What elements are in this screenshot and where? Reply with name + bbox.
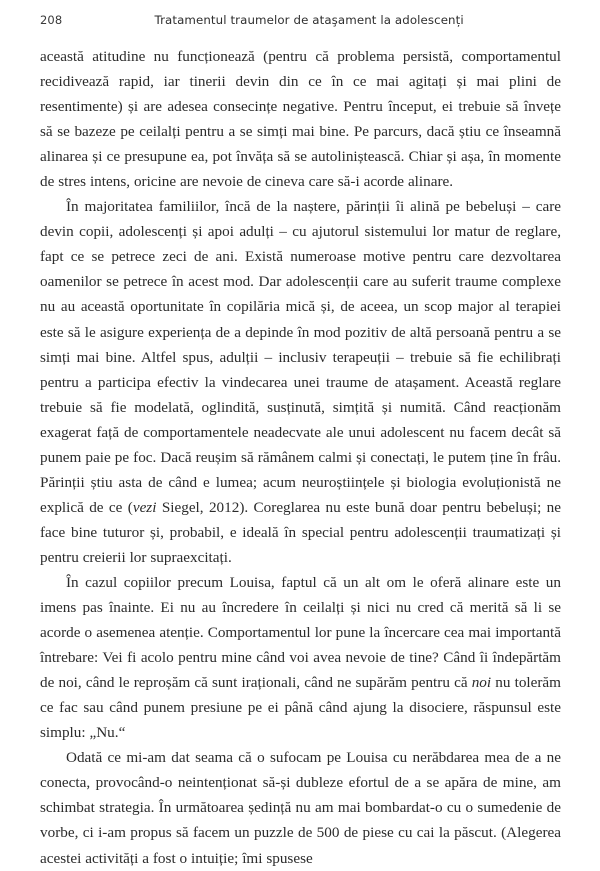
paragraph-2 xyxy=(40,194,561,570)
page-number: 208 xyxy=(40,13,63,27)
paragraph-1 xyxy=(40,44,561,194)
paragraph-3-italic-noi: noi xyxy=(471,674,492,692)
paragraph-1-text: această atitudine nu funcționează (pentru că problema persistă, comportamentul recidivează rapid, iar tinerii devin din ce în ce mai agitați și mai plini de resentimente) și are adesea consecințe negative. Pentru început, ei trebuie să învețe să se bazeze pe ceilalți pentru a se simți mai bine. Pe parcurs, dacă știu ce înseamnă alinarea și ce presupune ea, pot învăța să se autoliniștească. Chiar și așa, în momente de stres intens, oricine are nevoie de cineva care să-i acorde alinare. xyxy=(40,48,561,191)
paragraph-4-text: Odată ce mi-am dat seama că o sufocam pe Louisa cu nerăbdarea mea de a ne conecta, provocând-o neintenționat să-și dubleze efortul de a se apăra de mine, am schimbat strategia. În următoarea ședință nu am mai bombardat-o cu o sumedenie de vorbe, ci i-am propus să facem un puzzle de 500 de piese cu cai la păscut. (Alegerea acestei activități a fost o intuiție; îmi spusese xyxy=(40,749,561,867)
paragraph-3-text-part-1: În cazul copiilor precum Louisa, faptul că un alt om le oferă alinare este un imens pas înainte. Ei nu au încredere în ceilalți și nici nu cred că merită să li se acorde o asemenea atenție. Comportamentul lor pune la încercare cea mai importantă întrebare: Vei fi acolo pentru mine când voi avea nevoie de tine? Când îi îndepărtăm de noi, când le reproșăm că sunt iraționali, când ne supărăm pentru că xyxy=(40,573,561,692)
paragraph-2-text-part-2: Siegel, 2012). Coreglarea nu este bună doar pentru bebeluși; ne face bine tuturor și, probabil, e ideală în special pentru adolescenții traumatizați și pentru creierii lor supraexcitați. xyxy=(40,498,561,566)
paragraph-2-text-part-1: În majoritatea familiilor, încă de la naștere, părinții îi alină pe bebeluși – care devin copii, adolescenți și apoi adulți – cu ajutorul sistemului lor matur de reglare, fapt ce se petrece zeci de ani. Există numeroase motive pentru care dezvoltarea oamenilor se petrece în acest mod. Dar adolescenții care au suferit traume complexe nu au această oportunitate în copilăria mică și, de aceea, un scop major al terapiei este să le asigure experiența de a depinde în mod pozitiv de altă persoană pentru a se simți mai bine. Altfel spus, adulții – inclusiv terapeuții – trebuie să fie echilibrați pentru a participa efectiv la vindecarea unei traume de atașament. Această reglare trebuie să fie modelată, oglindită, susținută, simțită și numită. Când reacționăm exagerat față de comportamentele neadecvate ale unui adolescent nu facem decât să punem paie pe foc. Dacă reușim să rămânem calmi și conectați, le putem ține în frâu. Părinții știu asta de când e lumea; acum neuroștiințele și biologia evoluționistă ne explică de ce ( xyxy=(40,198,561,516)
running-head xyxy=(40,13,560,33)
paragraph-2-italic-vezi: vezi xyxy=(132,498,157,516)
paragraph-4 xyxy=(40,745,561,870)
paragraph-3 xyxy=(40,570,561,745)
body-text-block xyxy=(40,44,561,871)
paragraph-3-text-part-2: nu tolerăm ce fac sau când punem presiune pe ei până când ajung la disociere, răspunsul este simplu: „Nu.“ xyxy=(40,674,561,742)
running-head-title: Tratamentul traumelor de ataşament la adolescenți xyxy=(154,13,464,27)
